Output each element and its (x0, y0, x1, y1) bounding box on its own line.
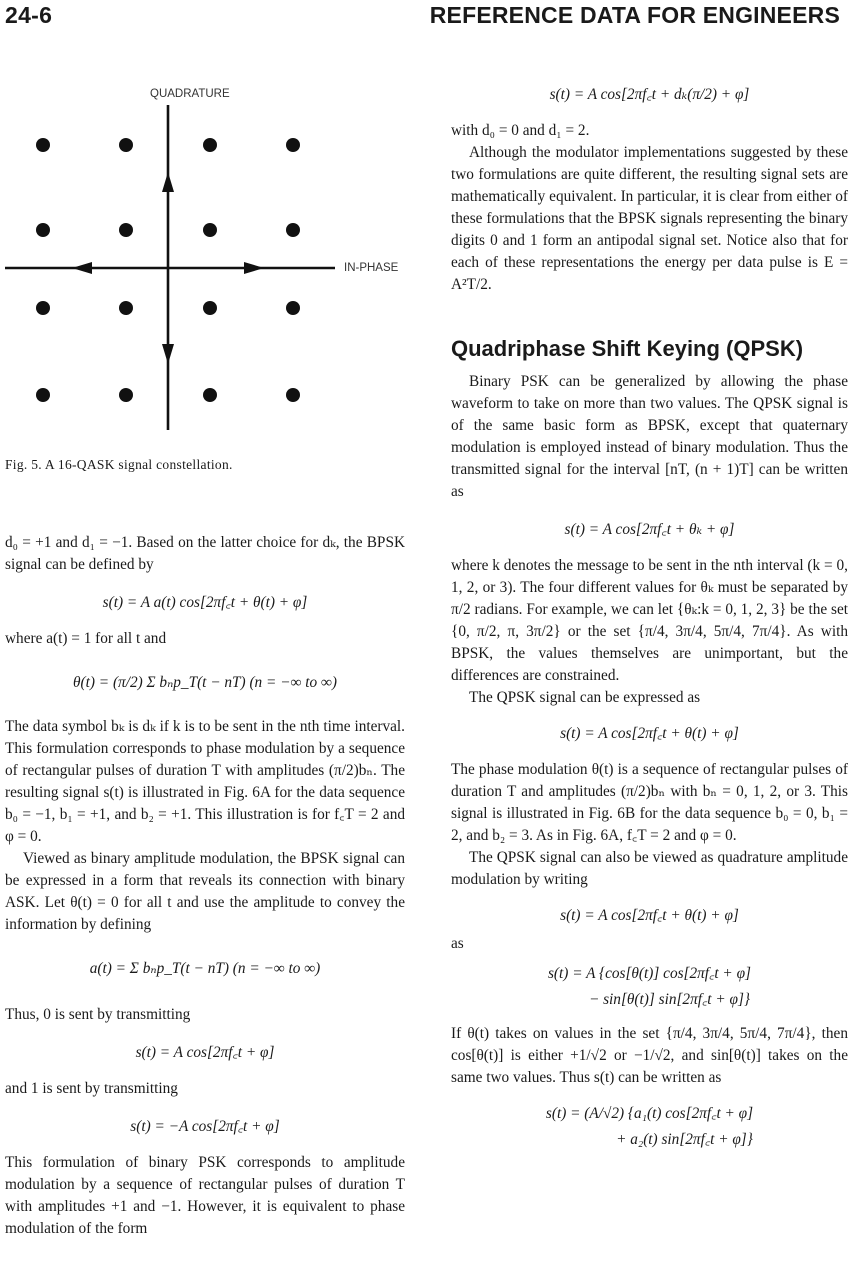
equation: s(t) = A {cos[θ(t)] cos[2πf꜀t + φ] (547, 965, 751, 982)
equation: a(t) = Σ bₙp_T(t − nT) (n = −∞ to ∞) (89, 960, 321, 977)
running-title: REFERENCE DATA FOR ENGINEERS (429, 2, 840, 28)
equation: s(t) = A cos[2πf꜀t + dₖ(π/2) + φ] (549, 86, 750, 103)
constellation-point (36, 301, 50, 315)
arrowhead (244, 262, 264, 274)
quadrature-axis-label: QUADRATURE (150, 88, 230, 100)
equation: + a₂(t) sin[2πf꜀t + φ]} (616, 1131, 753, 1148)
constellation-point (119, 301, 133, 315)
constellation-diagram (0, 100, 345, 440)
in-phase-axis-label: IN-PHASE (344, 262, 399, 274)
constellation-point (286, 223, 300, 237)
constellation-point (119, 388, 133, 402)
paragraph: and 1 is sent by transmitting (5, 1080, 178, 1097)
section-heading: Quadriphase Shift Keying (QPSK) (451, 336, 804, 361)
constellation-point (286, 301, 300, 315)
paragraph: Viewed as binary amplitude modulation, the BPSK signal can be expressed in a form that reveals its connection with binary ASK. Let θ(t) = 0 for all t and use the amplitude to convey the information by defining (5, 850, 405, 933)
paragraph: This formulation of binary PSK corresponds to amplitude modulation by a sequence of rectangular pulses of duration T with amplitudes +1 and −1. However, it is equivalent to phase modulation of the form (5, 1154, 405, 1237)
paragraph: The data symbol bₖ is dₖ if k is to be sent in the nth time interval. This formulation corresponds to phase modulation by a sequence of rectangular pulses of duration T with amplitudes (π/2)bₙ. The resulting signal s(t) is illustrated in Fig. 6A for the data sequence b₀ = −1, b₁ = +1, and b₂ = +1. This illustration is for f꜀T = 2 and φ = 0. (5, 718, 405, 845)
equation: s(t) = A cos[2πf꜀t + φ] (135, 1044, 275, 1061)
paragraph: Although the modulator implementations suggested by these two formulations are quite different, the resulting signal sets are mathematically equivalent. In particular, it is clear from either of these formulations that the BPSK signals representing the binary digits 0 and 1 form an antipodal signal set. Notice also that for each of these representations the energy per data pulse is E = A²T/2. (451, 144, 848, 293)
constellation-point (203, 223, 217, 237)
paragraph: as (451, 935, 464, 952)
paragraph: The QPSK signal can also be viewed as quadrature amplitude modulation by writing (451, 849, 848, 888)
constellation-point (119, 223, 133, 237)
equation: s(t) = A a(t) cos[2πf꜀t + θ(t) + φ] (102, 594, 308, 611)
equation: s(t) = A cos[2πf꜀t + θₖ + φ] (564, 521, 735, 538)
equation: s(t) = (A/√2) {a₁(t) cos[2πf꜀t + φ] (545, 1105, 754, 1122)
paragraph: Binary PSK can be generalized by allowing the phase waveform to take on more than two values. The QPSK signal is of the same basic form as BPSK, except that quaternary modulation is employed instead of binary modulation. Thus the transmitted signal for the interval [nT, (n + 1)T] can be written as (451, 373, 848, 500)
constellation-point (286, 138, 300, 152)
paragraph: where k denotes the message to be sent in the nth interval (k = 0, 1, 2, or 3). The four different values for θₖ must be separated by π/2 radians. For example, we can let {θₖ:k = 0, 1, 2, 3} be the set {0, π/2, π, 3π/2} or the set {π/4, 3π/4, 5π/4, 7π/4}. As with BPSK, the values themselves are unimportant, but the differences are constrained. (451, 557, 848, 684)
paragraph: The phase modulation θ(t) is a sequence of rectangular pulses of duration T and amplitudes (π/2)bₙ with bₙ = 0, 1, 2, or 3. This signal is illustrated in Fig. 6B for the data sequence b₀ = 0, b₁ = 2, and b₂ = 3. As in Fig. 6A, f꜀T = 2 and φ = 0. (451, 761, 848, 844)
paragraph: with d₀ = 0 and d₁ = 2. (451, 122, 590, 139)
paragraph: The QPSK signal can be expressed as (469, 689, 701, 706)
arrowhead (162, 344, 174, 364)
equation: s(t) = A cos[2πf꜀t + θ(t) + φ] (560, 725, 739, 742)
constellation-point (203, 138, 217, 152)
left-column (5, 532, 405, 1240)
paragraph: where a(t) = 1 for all t and (5, 630, 167, 647)
constellation-point (36, 138, 50, 152)
constellation-point (286, 388, 300, 402)
constellation-point (119, 138, 133, 152)
equation: θ(t) = (π/2) Σ bₙp_T(t − nT) (n = −∞ to ∞) (73, 674, 337, 691)
paragraph: d₀ = +1 and d₁ = −1. Based on the latter choice for dₖ, the BPSK signal can be defined by (5, 534, 405, 573)
equation: − sin[θ(t)] sin[2πf꜀t + φ]} (588, 991, 751, 1008)
constellation-point (203, 301, 217, 315)
arrowhead (162, 172, 174, 192)
constellation-point (36, 223, 50, 237)
right-column (451, 84, 848, 1151)
paragraph: Thus, 0 is sent by transmitting (5, 1006, 191, 1023)
figure-caption: Fig. 5. A 16-QASK signal constellation. (5, 457, 233, 472)
page-number: 24-6 (5, 2, 53, 28)
equation: s(t) = A cos[2πf꜀t + θ(t) + φ] (560, 907, 739, 924)
paragraph: If θ(t) takes on values in the set {π/4, 3π/4, 5π/4, 7π/4}, then cos[θ(t)] is either +1/√2 or −1/√2, and sin[θ(t)] takes on the same two values. Thus s(t) can be written as (451, 1025, 848, 1086)
arrowhead (72, 262, 92, 274)
constellation-point (203, 388, 217, 402)
equation: s(t) = −A cos[2πf꜀t + φ] (130, 1118, 280, 1135)
constellation-point (36, 388, 50, 402)
